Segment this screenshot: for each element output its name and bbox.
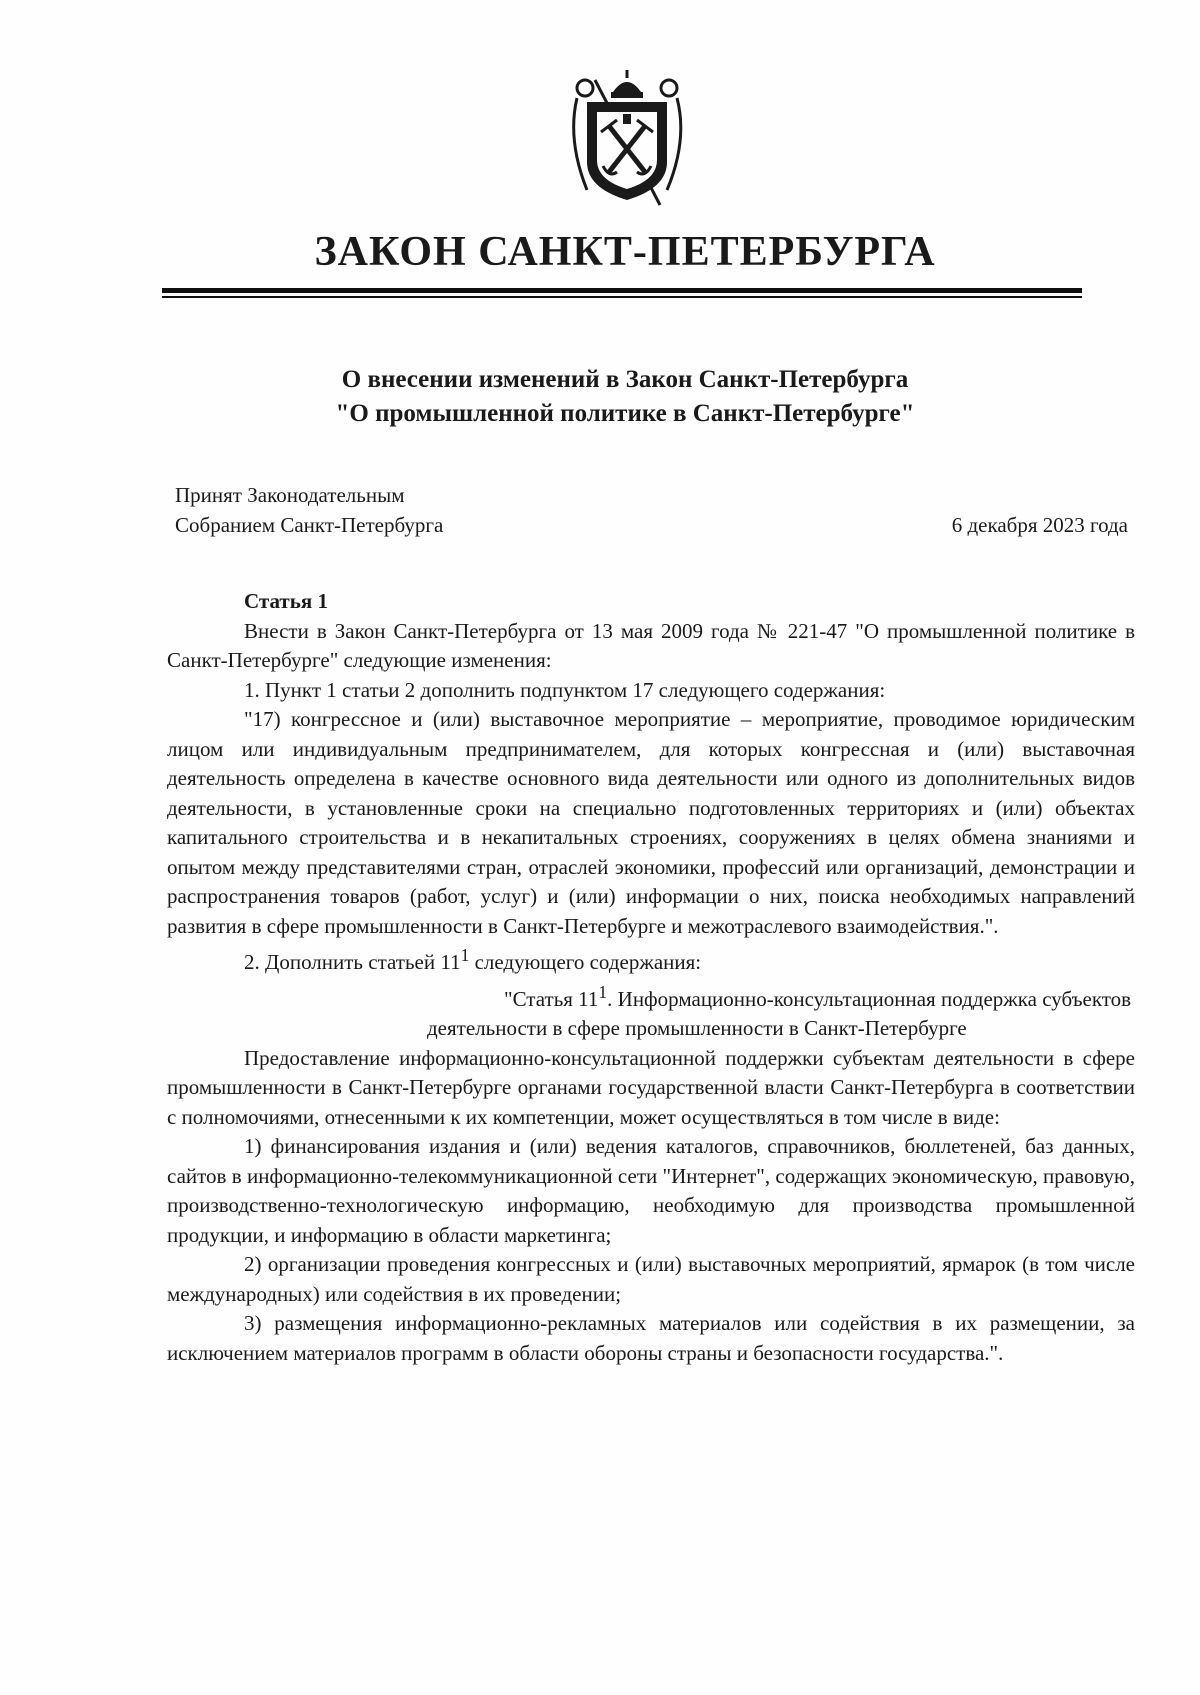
law-subtitle bbox=[160, 363, 1090, 431]
article-intro: Внести в Закон Санкт-Петербурга от 13 мая 2009 года № 221-47 "О промышленной политике в Санкт-Петербурге" следующие изменения: bbox=[167, 618, 1135, 672]
amendment-item-1: 1. Пункт 1 статьи 2 дополнить подпунктом 17 следующего содержания: bbox=[244, 677, 886, 702]
subitem-3: 3) размещения информационно-рекламных материалов или содействия в их размещении, за исключением материалов программ в области обороны страны и безопасности государства.". bbox=[167, 1311, 1135, 1365]
superscript: 1 bbox=[460, 945, 470, 965]
subitem-2: 2) организации проведения конгрессных и (или) выставочных мероприятий, ярмарок (в том числе международных) или содействия в их проведении; bbox=[167, 1252, 1135, 1306]
law-title: ЗАКОН САНКТ-ПЕТЕРБУРГА bbox=[314, 229, 936, 275]
adoption-date: 6 декабря 2023 года bbox=[951, 513, 1128, 537]
amendment-item-1-text: "17) конгрессное и (или) выставочное мероприятие – мероприятие, проводимое юридическим лицом или индивидуальным предпринимателем, для которых конгрессная и (или) выставочная деятельность определена в качестве основного вида деятельности или одного из дополнительных видов деятельности, в установленные сроки на специально подготовленных территориях и (или) объектах капитального строительства и в некапитальных строениях, сооружениях в целях обмена знаниями и опытом между представителями стран, отраслей экономики, профессий или организаций, демонстрации и распространения товаров (работ, услуг) и (или) информации о них, поиска необходимых направлений развития в сфере промышленности в Санкт-Петербурге и межотраслевого взаимодействия.". bbox=[167, 707, 1135, 938]
item2-suffix: следующего содержания: bbox=[469, 950, 702, 974]
adoption-line: Собранием Санкт-Петербурга bbox=[175, 513, 444, 537]
title-divider bbox=[162, 288, 1082, 293]
quoted-article-heading bbox=[167, 978, 1135, 1044]
subtitle-line: О внесении изменений в Закон Санкт-Петербурга bbox=[341, 366, 909, 393]
amendment-item-2 bbox=[167, 941, 1135, 978]
article-heading: Статья 1 bbox=[244, 589, 328, 613]
title-divider-thin bbox=[162, 296, 1082, 298]
quote-suffix: . Информационно-консультационная поддержка субъектов деятельности в сфере промышленности в Санкт-Петербурге bbox=[427, 986, 1132, 1040]
adoption-line: Принят Законодательным bbox=[175, 483, 405, 507]
quote-prefix: "Статья 11 bbox=[504, 986, 599, 1011]
coat-of-arms-icon bbox=[565, 70, 690, 210]
subitem-1: 1) финансирования издания и (или) ведения каталогов, справочников, бюллетеней, баз данных, сайтов в информационно-телекоммуникационной сети "Интернет", содержащих экономическую, правовую, производственно-технологическую информацию, необходимую для производства промышленной продукции, и информацию в области маркетинга; bbox=[167, 1134, 1135, 1247]
quoted-article-body: Предоставление информационно-консультационной поддержки субъектам деятельности в сфере промышленности в Санкт-Петербурге органами государственной власти Санкт-Петербурга в соответствии с полномочиями, отнесенными к их компетенции, может осуществляться в том числе в виде: bbox=[167, 1045, 1135, 1129]
adoption-note bbox=[175, 480, 443, 540]
subtitle-line: "О промышленной политике в Санкт-Петербурге" bbox=[335, 400, 915, 427]
article-body bbox=[167, 587, 1135, 1368]
item2-prefix: 2. Дополнить статьей 11 bbox=[244, 950, 461, 974]
superscript: 1 bbox=[598, 981, 608, 1002]
